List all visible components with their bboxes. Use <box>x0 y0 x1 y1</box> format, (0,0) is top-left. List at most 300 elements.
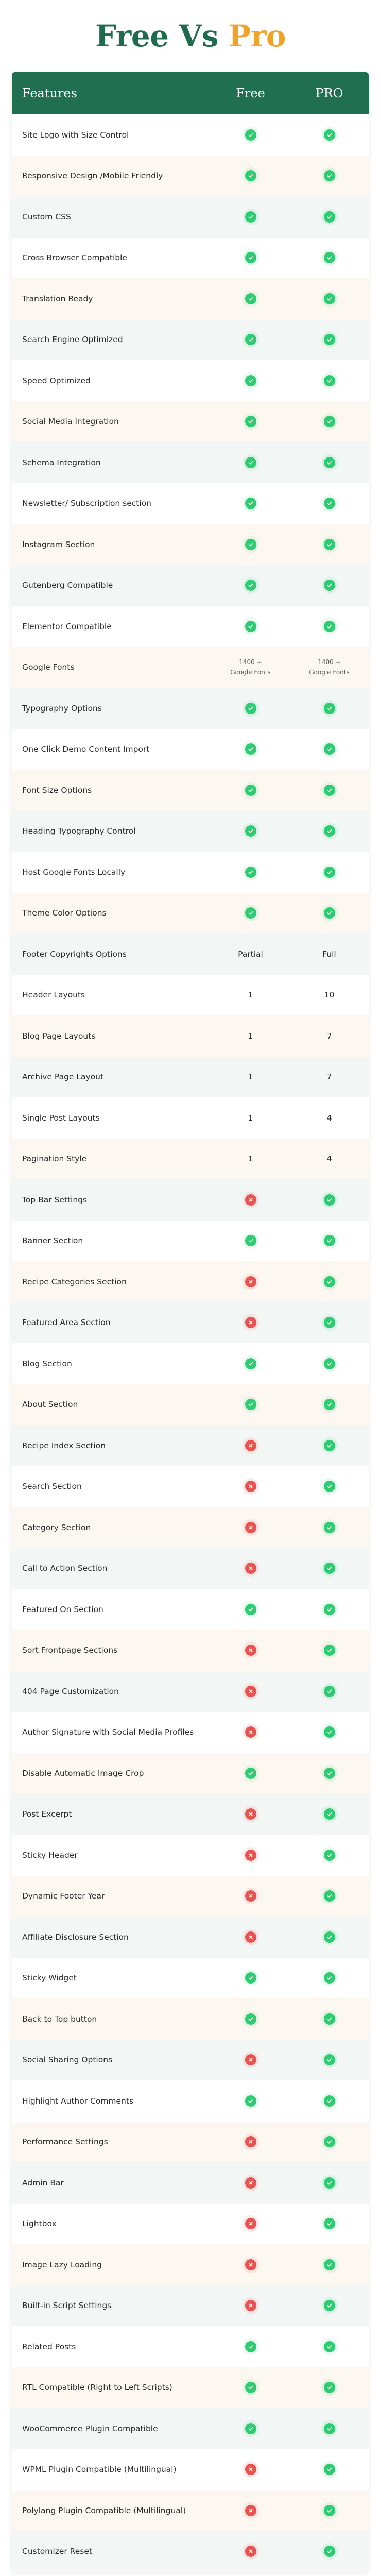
feature-label: Featured Area Section <box>22 1318 111 1328</box>
pro-cell <box>290 539 369 550</box>
pro-value: 4 <box>326 1113 332 1123</box>
check-icon <box>324 907 335 919</box>
pro-cell <box>290 1235 369 1246</box>
cross-icon <box>245 1808 256 1820</box>
pro-cell <box>290 211 369 223</box>
check-icon <box>324 580 335 591</box>
feature-label: Cross Browser Compatible <box>22 253 127 263</box>
free-cell <box>211 1399 290 1410</box>
check-icon <box>245 703 256 714</box>
pro-cell <box>290 990 369 999</box>
check-icon <box>245 1358 256 1369</box>
pro-value: 10 <box>324 990 335 1000</box>
feature-label: Sticky Widget <box>22 1973 77 1983</box>
check-icon <box>245 375 256 386</box>
check-icon <box>245 1235 256 1246</box>
free-cell <box>211 580 290 591</box>
cross-icon <box>245 2300 256 2311</box>
feature-label: Blog Page Layouts <box>22 1031 96 1041</box>
check-icon <box>324 1686 335 1697</box>
table-row <box>12 606 369 647</box>
free-cell <box>211 2423 290 2434</box>
check-icon <box>324 1522 335 1533</box>
check-icon <box>324 1645 335 1656</box>
check-icon <box>324 1194 335 1206</box>
check-icon <box>324 1890 335 1902</box>
feature-label: Pagination Style <box>22 1154 87 1164</box>
feature-label: Call to Action Section <box>22 1564 108 1573</box>
pro-cell <box>290 2546 369 2557</box>
header-pro: PRO <box>315 86 343 100</box>
free-cell <box>211 1726 290 1738</box>
pro-cell <box>290 2259 369 2270</box>
cross-icon <box>245 1522 256 1533</box>
table-row <box>12 1139 369 1180</box>
free-cell <box>211 1850 290 1861</box>
free-cell <box>211 1235 290 1246</box>
free-cell <box>211 1317 290 1328</box>
table-row <box>12 565 369 606</box>
table-row <box>12 1261 369 1302</box>
pro-cell <box>290 867 369 878</box>
free-cell <box>211 252 290 263</box>
pro-cell <box>290 2095 369 2107</box>
check-icon <box>245 743 256 755</box>
check-icon <box>245 907 256 919</box>
feature-label: Newsletter/ Subscription section <box>22 499 151 509</box>
free-cell <box>211 170 290 181</box>
pro-cell <box>290 498 369 509</box>
table-row <box>12 1097 369 1139</box>
free-cell <box>211 293 290 304</box>
table-row <box>12 196 369 238</box>
feature-label: Author Signature with Social Media Profiles <box>22 1727 194 1737</box>
table-row <box>12 2080 369 2122</box>
table-row <box>12 2531 369 2572</box>
pro-cell <box>290 2054 369 2065</box>
table-row <box>12 1917 369 1958</box>
feature-label: Related Posts <box>22 2342 76 2351</box>
pro-cell <box>290 2136 369 2147</box>
check-icon <box>324 867 335 878</box>
feature-label: Typography Options <box>22 703 102 713</box>
check-icon <box>324 1604 335 1615</box>
header-features: Features <box>22 86 77 100</box>
feature-label: Sticky Header <box>22 1850 78 1860</box>
table-row <box>12 1179 369 1221</box>
table-row <box>12 975 369 1016</box>
free-cell <box>211 1194 290 1206</box>
free-cell <box>211 825 290 837</box>
check-icon <box>324 293 335 304</box>
free-cell <box>211 1072 290 1081</box>
free-cell <box>211 2013 290 2025</box>
table-row <box>12 238 369 279</box>
free-cell <box>211 1481 290 1492</box>
pro-value: 7 <box>326 1031 332 1041</box>
free-cell <box>211 2341 290 2352</box>
header-free: Free <box>236 86 265 100</box>
feature-label: Elementor Compatible <box>22 621 112 631</box>
check-icon <box>324 621 335 632</box>
pro-cell <box>290 1194 369 1206</box>
pro-cell <box>290 1154 369 1163</box>
check-icon <box>245 2341 256 2352</box>
free-cell <box>211 1113 290 1123</box>
table-row <box>12 401 369 443</box>
free-cell <box>211 2300 290 2311</box>
free-value: 1 <box>248 1031 253 1041</box>
pro-cell <box>290 907 369 919</box>
table-row <box>12 770 369 811</box>
table-row <box>12 1630 369 1671</box>
cross-icon <box>245 1481 256 1492</box>
free-cell <box>211 539 290 550</box>
feature-label: Highlight Author Comments <box>22 2096 134 2106</box>
feature-label: Recipe Categories Section <box>22 1277 127 1286</box>
check-icon <box>245 539 256 550</box>
pro-cell <box>290 1440 369 1451</box>
cross-icon <box>245 1276 256 1287</box>
check-icon <box>324 457 335 468</box>
table-row <box>12 2122 369 2163</box>
free-cell <box>211 1604 290 1615</box>
pro-cell <box>290 703 369 714</box>
pro-cell <box>290 1522 369 1533</box>
pro-cell <box>290 2300 369 2311</box>
check-icon <box>245 1768 256 1779</box>
table-row <box>12 2408 369 2449</box>
free-cell <box>211 621 290 632</box>
feature-label: Social Media Integration <box>22 417 119 427</box>
free-cell <box>211 2505 290 2516</box>
table-row <box>12 1548 369 1589</box>
feature-label: Disable Automatic Image Crop <box>22 1768 144 1778</box>
table-row <box>12 1794 369 1835</box>
feature-label: Google Fonts <box>22 663 75 672</box>
pro-cell <box>290 1072 369 1081</box>
check-icon <box>324 129 335 141</box>
free-value: 1 <box>248 990 253 1000</box>
table-row <box>12 1302 369 1344</box>
cross-icon <box>245 1726 256 1738</box>
check-icon <box>324 703 335 714</box>
feature-label: Affiliate Disclosure Section <box>22 1932 129 1942</box>
check-icon <box>245 211 256 223</box>
cross-icon <box>245 1563 256 1574</box>
feature-label: Polylang Plugin Compatible (Multilingual) <box>22 2505 186 2515</box>
free-cell <box>211 1890 290 1902</box>
free-cell <box>211 334 290 345</box>
pro-cell <box>290 1850 369 1861</box>
pro-cell <box>290 657 369 677</box>
pro-cell <box>290 2177 369 2189</box>
check-icon <box>324 2177 335 2189</box>
check-icon <box>324 2341 335 2352</box>
check-icon <box>324 334 335 345</box>
table-body <box>12 114 369 2572</box>
check-icon <box>324 211 335 223</box>
cross-icon <box>245 1194 256 1206</box>
free-cell <box>211 743 290 755</box>
check-icon <box>324 2382 335 2393</box>
pro-value: 4 <box>326 1154 332 1164</box>
cross-icon <box>245 1645 256 1656</box>
free-cell <box>211 2054 290 2065</box>
feature-label: One Click Demo Content Import <box>22 744 150 754</box>
cross-icon <box>245 2259 256 2270</box>
table-row <box>12 1998 369 2040</box>
table-row <box>12 647 369 688</box>
table-row <box>12 2040 369 2081</box>
free-cell <box>211 129 290 141</box>
free-cell <box>211 2259 290 2270</box>
free-cell <box>211 375 290 386</box>
feature-label: Performance Settings <box>22 2137 108 2147</box>
check-icon <box>245 1604 256 1615</box>
pro-cell <box>290 2013 369 2025</box>
table-row <box>12 1712 369 1753</box>
feature-label: Schema Integration <box>22 457 101 467</box>
check-icon <box>245 2423 256 2434</box>
pro-cell <box>290 1645 369 1656</box>
check-icon <box>245 825 256 837</box>
check-icon <box>324 1850 335 1861</box>
free-cell <box>211 907 290 919</box>
feature-label: Lightbox <box>22 2219 57 2229</box>
check-icon <box>245 416 256 427</box>
check-icon <box>324 375 335 386</box>
feature-label: Banner Section <box>22 1236 83 1246</box>
table-row <box>12 688 369 729</box>
check-icon <box>324 1931 335 1943</box>
feature-label: Single Post Layouts <box>22 1113 100 1123</box>
pro-cell <box>290 621 369 632</box>
check-icon <box>324 2218 335 2229</box>
check-icon <box>245 867 256 878</box>
feature-label: Image Lazy Loading <box>22 2260 102 2269</box>
table-row <box>12 1057 369 1098</box>
check-icon <box>324 539 335 550</box>
check-icon <box>324 498 335 509</box>
pro-value: 7 <box>326 1072 332 1082</box>
check-icon <box>324 825 335 837</box>
pro-value: Full <box>322 949 336 959</box>
check-icon <box>245 580 256 591</box>
feature-label: Responsive Design /Mobile Friendly <box>22 171 163 181</box>
table-row <box>12 1343 369 1384</box>
cross-icon <box>245 1317 256 1328</box>
cross-icon <box>245 2054 256 2065</box>
table-row <box>12 483 369 524</box>
check-icon <box>324 2546 335 2557</box>
feature-label: Host Google Fonts Locally <box>22 867 126 877</box>
feature-label: Instagram Section <box>22 539 95 549</box>
free-cell <box>211 498 290 509</box>
free-cell <box>211 703 290 714</box>
free-value: 1 <box>248 1113 253 1123</box>
free-cell <box>211 2177 290 2189</box>
feature-label: Blog Section <box>22 1359 72 1368</box>
pro-cell <box>290 1808 369 1820</box>
pro-cell <box>290 1768 369 1779</box>
check-icon <box>324 1276 335 1287</box>
table-header <box>12 72 369 114</box>
check-icon <box>324 1726 335 1738</box>
free-value: 1 <box>248 1072 253 1082</box>
title-free: Free <box>95 19 169 54</box>
free-cell <box>211 1686 290 1697</box>
pro-cell <box>290 1604 369 1615</box>
table-row <box>12 2490 369 2531</box>
feature-label: Custom CSS <box>22 212 71 222</box>
pro-cell <box>290 743 369 755</box>
check-icon <box>324 1808 335 1820</box>
check-icon <box>245 2013 256 2025</box>
pro-cell <box>290 252 369 263</box>
free-cell <box>211 1808 290 1820</box>
feature-label: Social Sharing Options <box>22 2055 113 2065</box>
check-icon <box>324 252 335 263</box>
table-row <box>12 1507 369 1548</box>
pro-cell <box>290 785 369 796</box>
feature-label: WooCommerce Plugin Compatible <box>22 2424 158 2433</box>
check-icon <box>324 1563 335 1574</box>
table-row <box>12 1425 369 1466</box>
feature-label: About Section <box>22 1400 78 1410</box>
comparison-table <box>12 72 369 2572</box>
cross-icon <box>245 2505 256 2516</box>
cross-icon <box>245 1850 256 1861</box>
free-cell <box>211 950 290 959</box>
free-cell <box>211 1768 290 1779</box>
check-icon <box>324 2013 335 2025</box>
free-cell <box>211 2136 290 2147</box>
pro-cell <box>290 1031 369 1041</box>
table-row <box>12 360 369 401</box>
check-icon <box>324 2054 335 2065</box>
pro-cell <box>290 1931 369 1943</box>
check-icon <box>324 1972 335 1984</box>
free-cell <box>211 2464 290 2475</box>
check-icon <box>324 170 335 181</box>
check-icon <box>324 2464 335 2475</box>
cross-icon <box>245 1890 256 1902</box>
table-row <box>12 1466 369 1507</box>
table-row <box>12 1958 369 1999</box>
feature-label: Customizer Reset <box>22 2547 92 2556</box>
table-row <box>12 524 369 565</box>
check-icon <box>324 1768 335 1779</box>
check-icon <box>245 129 256 141</box>
check-icon <box>324 743 335 755</box>
check-icon <box>245 293 256 304</box>
pro-cell <box>290 1563 369 1574</box>
check-icon <box>245 457 256 468</box>
feature-label: Search Engine Optimized <box>22 335 123 345</box>
check-icon <box>324 785 335 796</box>
title-pro: Pro <box>228 19 286 54</box>
pro-cell <box>290 1113 369 1123</box>
table-row <box>12 1384 369 1426</box>
pro-cell <box>290 1686 369 1697</box>
cross-icon <box>245 2464 256 2475</box>
table-row <box>12 852 369 893</box>
feature-label: Recipe Index Section <box>22 1440 106 1450</box>
check-icon <box>324 2300 335 2311</box>
title-vs: Vs <box>179 19 218 54</box>
feature-label: Sort Frontpage Sections <box>22 1646 118 1655</box>
check-icon <box>324 1399 335 1410</box>
pro-cell <box>290 129 369 141</box>
table-row <box>12 934 369 975</box>
table-row <box>12 729 369 770</box>
free-cell <box>211 1358 290 1369</box>
free-cell <box>211 1522 290 1533</box>
check-icon <box>324 2259 335 2270</box>
table-row <box>12 2244 369 2285</box>
check-icon <box>324 1235 335 1246</box>
check-icon <box>324 416 335 427</box>
pro-cell <box>290 1481 369 1492</box>
free-value: 1 <box>248 1154 253 1164</box>
check-icon <box>245 252 256 263</box>
page-title <box>0 15 381 57</box>
pro-cell <box>290 1276 369 1287</box>
table-row <box>12 156 369 197</box>
feature-label: WPML Plugin Compatible (Multilingual) <box>22 2465 177 2475</box>
cross-icon <box>245 2546 256 2557</box>
free-cell <box>211 1972 290 1984</box>
free-cell <box>211 1031 290 1041</box>
table-row <box>12 278 369 319</box>
table-row <box>12 1589 369 1630</box>
free-cell <box>211 785 290 796</box>
table-row <box>12 2449 369 2490</box>
free-cell <box>211 1440 290 1451</box>
table-row <box>12 1753 369 1794</box>
feature-label: Dynamic Footer Year <box>22 1891 105 1901</box>
free-cell <box>211 416 290 427</box>
cross-icon <box>245 1440 256 1451</box>
check-icon <box>245 2095 256 2107</box>
table-row <box>12 2162 369 2204</box>
feature-label: Site Logo with Size Control <box>22 130 129 140</box>
check-icon <box>324 2095 335 2107</box>
cross-icon <box>245 1931 256 1943</box>
feature-label: Translation Ready <box>22 294 93 303</box>
table-row <box>12 1835 369 1876</box>
pro-cell <box>290 334 369 345</box>
cross-icon <box>245 2218 256 2229</box>
pro-cell <box>290 293 369 304</box>
free-cell <box>211 211 290 223</box>
free-cell <box>211 1563 290 1574</box>
pro-cell <box>290 1399 369 1410</box>
free-value: Partial <box>238 949 263 959</box>
free-cell <box>211 1931 290 1943</box>
free-cell <box>211 1645 290 1656</box>
check-icon <box>324 2423 335 2434</box>
feature-label: Search Section <box>22 1482 82 1492</box>
feature-label: Footer Copyrights Options <box>22 949 127 959</box>
table-row <box>12 2326 369 2367</box>
feature-label: Heading Typography Control <box>22 826 136 836</box>
check-icon <box>245 334 256 345</box>
feature-label: Built-in Script Settings <box>22 2301 112 2311</box>
pro-cell <box>290 1317 369 1328</box>
feature-label: Theme Color Options <box>22 908 107 918</box>
